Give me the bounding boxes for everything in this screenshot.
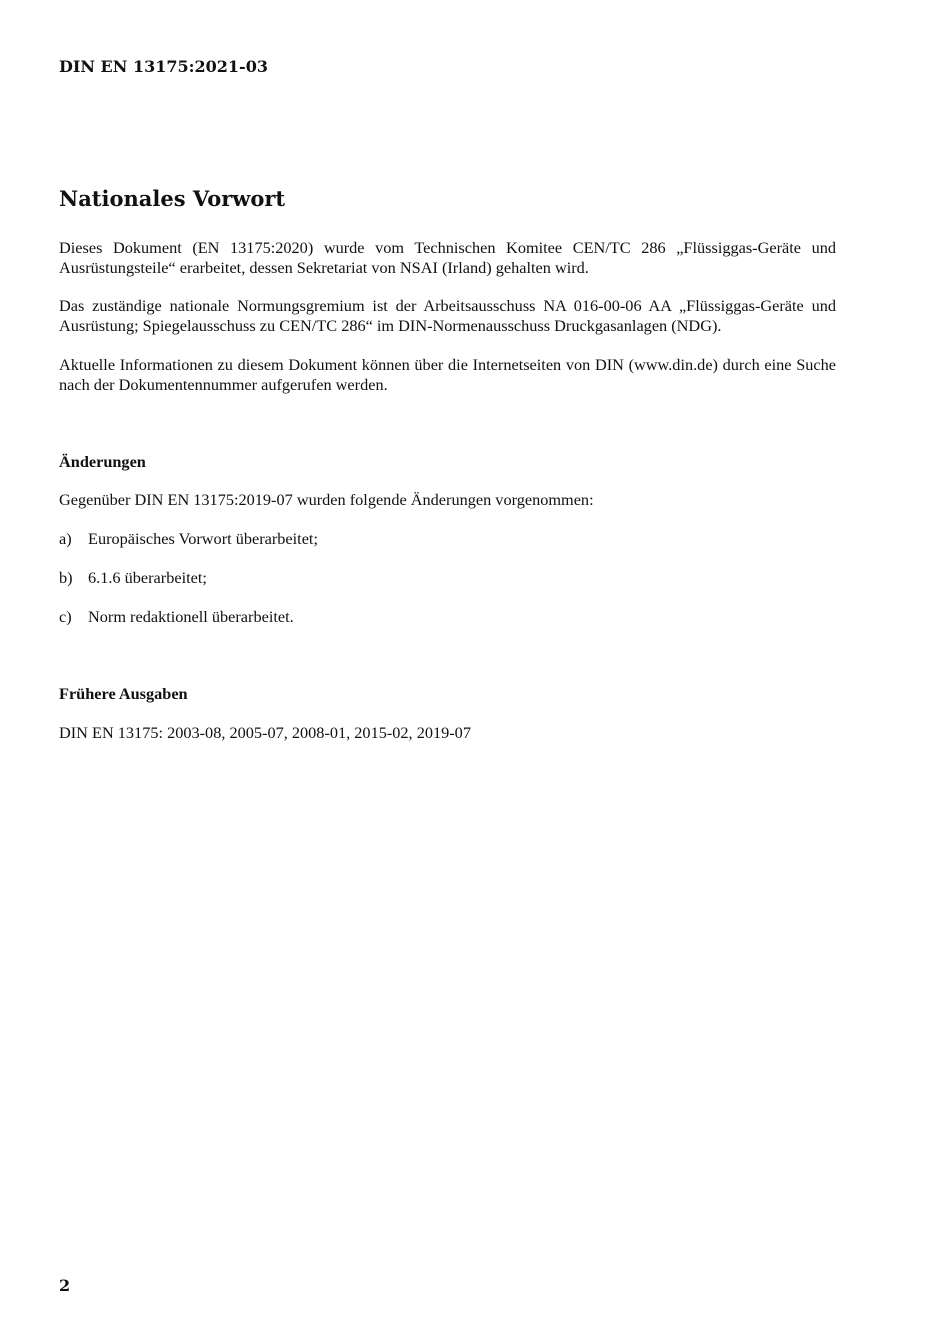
list-marker: c) [59,607,72,626]
foreword-paragraph-1: Dieses Dokument (EN 13175:2020) wurde vom Technischen Komitee CEN/TC 286 „Flüssiggas-Geräte und Ausrüstungsteile“ erarbeitet, dessen Sekretariat von NSAI (Irland) gehalten wird. [59,238,836,277]
list-item-text: 6.1.6 überarbeitet; [88,568,207,587]
list-marker: b) [59,568,73,587]
list-item-text: Europäisches Vorwort überarbeitet; [88,529,318,548]
foreword-paragraph-3: Aktuelle Informationen zu diesem Dokument können über die Internetseiten von DIN (www.din.de) durch eine Suche nach der Dokumentennummer aufgerufen werden. [59,355,836,394]
page-number: 2 [59,1276,71,1295]
list-item-text: Norm redaktionell überarbeitet. [88,607,294,626]
foreword-paragraph-2: Das zuständige nationale Normungsgremium ist der Arbeitsausschuss NA 016-00-06 AA „Flüssiggas-Geräte und Ausrüstung; Spiegelausschuss zu CEN/TC 286“ im DIN-Normenausschuss Druckgasanlagen (NDG). [59,296,836,335]
previous-editions-heading: Frühere Ausgaben [59,684,188,703]
page-title: Nationales Vorwort [59,186,286,211]
changes-intro: Gegenüber DIN EN 13175:2019-07 wurden folgende Änderungen vorgenommen: [59,490,594,509]
changes-heading: Änderungen [59,452,146,471]
document-header-id: DIN EN 13175:2021-03 [59,57,268,76]
previous-editions-text: DIN EN 13175: 2003-08, 2005-07, 2008-01, 2015-02, 2019-07 [59,723,471,742]
list-marker: a) [59,529,72,548]
